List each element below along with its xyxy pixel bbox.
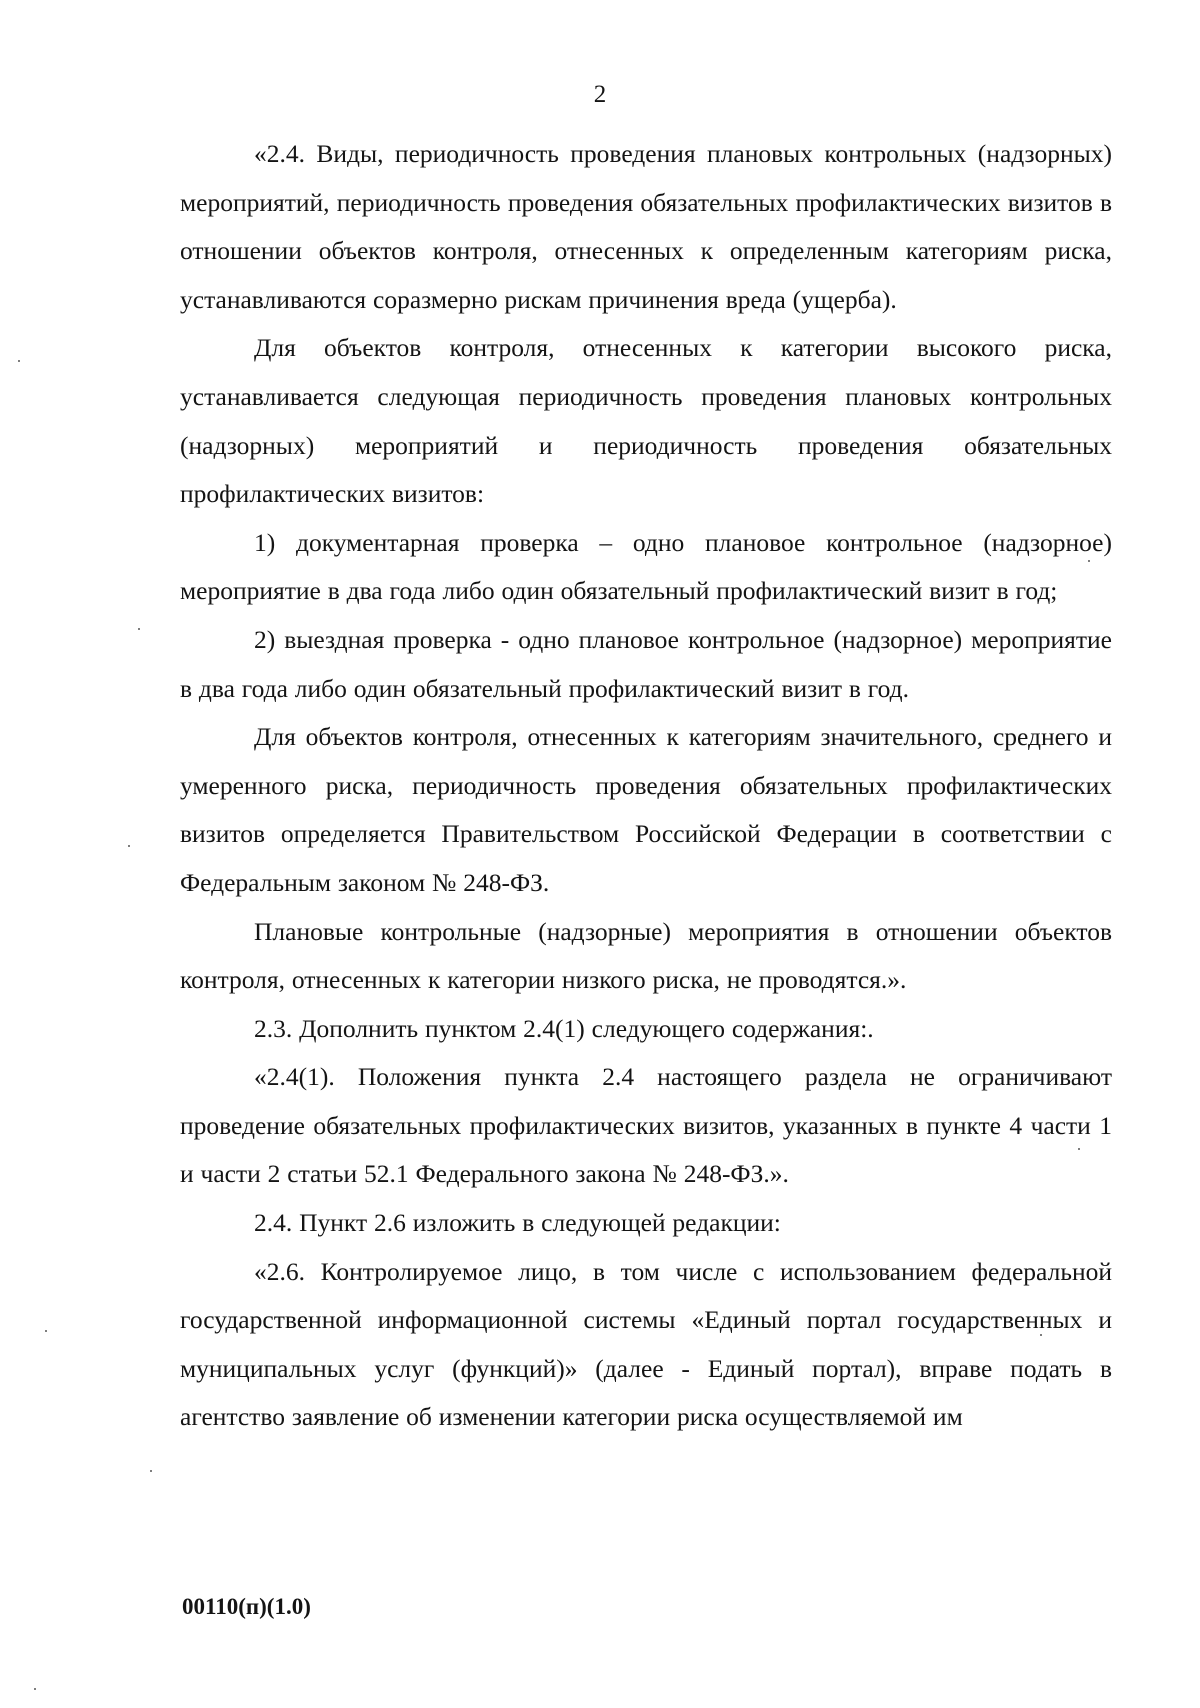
- scan-speck: [1088, 560, 1090, 562]
- document-code: 00110(п)(1.0): [182, 1594, 311, 1619]
- list-item-2: 2) выездная проверка - одно плановое контрольное (надзорное) мероприятие в два года либо один обязательный профилактический визит в год.: [180, 624, 1112, 703]
- paragraph-other-risk: Для объектов контроля, отнесенных к категориям значительного, среднего и умеренного риска, периодичность проведения обязательных профилактических визитов определяется Правительством Российской Федерации в соответствии с Федеральным законом № 248-ФЗ.: [180, 722, 1112, 897]
- scan-speck: [18, 360, 20, 362]
- paragraph-2-4-item: 2.4. Пункт 2.6 изложить в следующей редакции:: [254, 1208, 781, 1238]
- scan-speck: [128, 845, 130, 847]
- paragraph-2-6: «2.6. Контролируемое лицо, в том числе с использованием федеральной государственной информационной системы «Единый портал государственных и муниципальных услуг (функций)» (далее - Единый портал), вправе подать в агентство заявление об изменении категории риска осуществляемой им: [180, 1256, 1112, 1432]
- paragraph-high-risk: Для объектов контроля, отнесенных к категории высокого риска, устанавливается следующая периодичность проведения плановых контрольных (надзорных) мероприятий и периодичность проведения обязательных профилактических визитов:: [180, 333, 1112, 509]
- list-item-1: 1) документарная проверка – одно плановое контрольное (надзорное) мероприятие в два года либо один обязательный профилактический визит в год;: [180, 527, 1112, 606]
- scan-speck: [1040, 1334, 1042, 1336]
- scan-speck: [1078, 1148, 1080, 1150]
- paragraph-low-risk: Плановые контрольные (надзорные) мероприятия в отношении объектов контроля, отнесенных к категории низкого риска, не проводятся.».: [180, 916, 1112, 995]
- paragraph-2-4-1: «2.4(1). Положения пункта 2.4 настоящего раздела не ограничивают проведение обязательных профилактических визитов, указанных в пункте 4 части 1 и части 2 статьи 52.1 Федерального закона № 248-ФЗ.».: [180, 1062, 1112, 1189]
- scan-speck: [45, 1330, 47, 1332]
- scan-speck: [34, 1688, 36, 1690]
- paragraph-2-3: 2.3. Дополнить пунктом 2.4(1) следующего содержания:.: [254, 1013, 874, 1043]
- paragraph-2-4: «2.4. Виды, периодичность проведения плановых контрольных (надзорных) мероприятий, периодичность проведения обязательных профилактических визитов в отношении объектов контроля, отнесенных к определенным категориям риска, устанавливаются соразмерно рискам причинения вреда (ущерба).: [180, 139, 1112, 314]
- page-number: 2: [593, 81, 607, 108]
- body-text: [180, 130, 1112, 1442]
- scan-speck: [150, 1470, 152, 1472]
- scan-speck: [138, 628, 140, 630]
